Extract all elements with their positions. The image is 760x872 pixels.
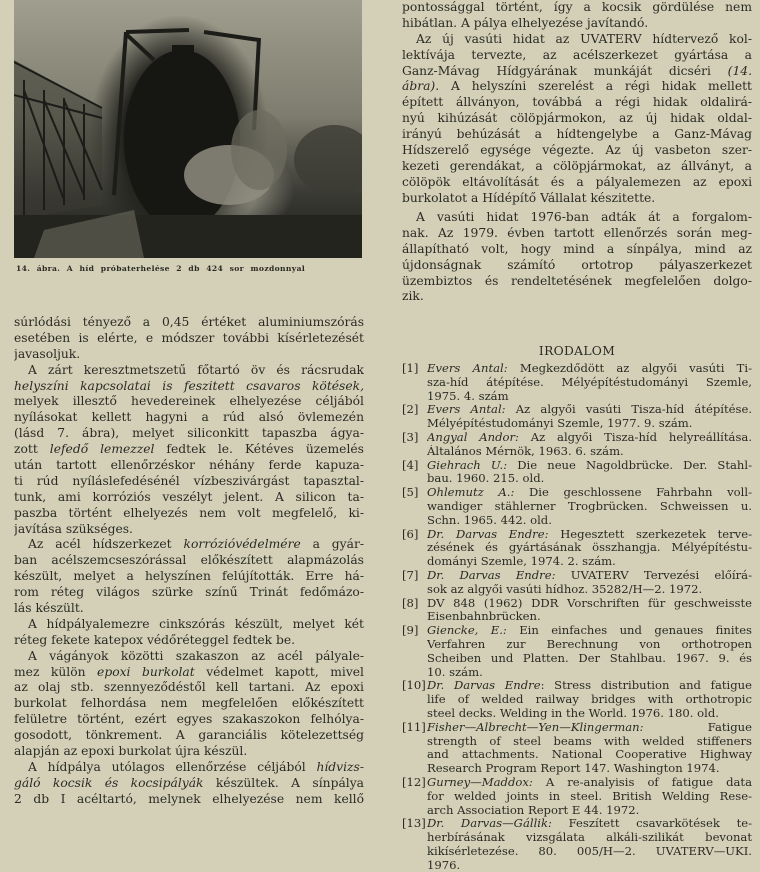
text-run: védelmet kapott, mivel [194,664,364,679]
reference-text: Die geschlossene Fahrbahn voll- [528,486,752,500]
text-line: javasoljuk. [14,346,81,361]
reference-line [427,403,752,417]
reference-item [402,597,752,625]
reference-line [427,845,752,859]
text-line: kezeti gerendákat, a cölöpjármokat, az állványt, a [402,158,752,173]
reference-item [402,528,752,569]
reference-line [427,707,752,721]
italic-phrase: lefedő lemezzel [49,442,155,457]
reference-line [427,514,752,528]
text-line: lektívája tervezte, az acélszerkezet gyártása a [402,47,752,62]
reference-line [427,804,752,818]
italic-phrase: epoxi burkolat [97,664,195,679]
text-line: A vágányok közötti szakaszon az acél pályale- [28,648,364,663]
text-line: üzembiztos és rendeltetésének megfelelően dolgo- [402,273,752,288]
reference-text: Fatigue [707,720,752,734]
text-run: Az acél hídszerkezet [28,537,184,552]
reference-line [427,486,752,500]
text-run: . A helyszíni szerelést a régi hidak mellett [435,79,752,94]
reference-line [427,666,752,680]
text-line: Az új vasúti hidat az UVATERV hídtervező kol- [416,31,752,46]
reference-line [427,417,752,431]
reference-line [427,541,752,555]
reference-text: Scheiben und Platten. Der Stahlbau. 1967. 9. és [427,651,752,665]
reference-line [427,762,752,776]
text-line: lás készült. [14,601,84,616]
text-line: hibátlan. A pálya elhelyezése javítandó. [402,15,649,30]
reference-author: Dr. Darvas Endre [427,679,541,693]
reference-line [427,831,752,845]
text-run: zott [14,442,50,457]
reference-line [427,859,752,872]
text-line: után tartott ellenőrzéskor néhány ferde kapuza- [14,458,364,473]
reference-author: Dr. Darvas Endre: [427,568,556,582]
reference-number: [13] [402,816,426,831]
right-column-body-conclusion [402,210,752,305]
reference-number: [8] [402,595,419,610]
reference-text: Az algyői vasúti Tisza-híd átépítése. [515,403,752,417]
reference-author: Giehrach U.: [427,458,508,472]
reference-item [402,486,752,527]
reference-number: [4] [402,457,419,472]
reference-item [402,679,752,720]
text-line: újdonságnak számító ortotrop pályaszerkezet [402,257,752,272]
references-list [402,362,752,872]
reference-number: [2] [402,402,419,417]
reference-line [427,597,752,611]
reference-item [402,459,752,487]
reference-text: dományi Szemle, 1974. 2. szám. [427,555,616,569]
reference-author: Evers Antal: [427,362,508,375]
reference-item [402,624,752,679]
reference-number: [10] [402,678,426,693]
text-line [14,760,364,776]
text-line [14,665,364,681]
reference-item [402,403,752,431]
reference-line [427,362,752,376]
text-line [14,776,364,792]
reference-text: Ein einfaches und genaues finites [519,624,752,638]
reference-text: Mélyépítéstudományi Szemle, 1977. 9. szám. [427,417,693,431]
reference-text: A re-analyisis of fatigue data [545,775,752,789]
reference-line [427,500,752,514]
reference-author: Evers Antal: [427,403,506,417]
text-line: melyek illesztő hevedereinek elhelyezése céljából [14,394,364,409]
text-line: állapítható volt, hogy mind a sínpálya, mind az [402,241,752,256]
text-line: felületre történt, ezért egyes szakaszokon felhólya- [14,712,364,727]
reference-author: Dr. Darvas Endre: [427,527,549,541]
reference-line [427,790,752,804]
text-line: készült, melyet a helyszínen felújították. Erre há- [14,569,364,584]
reference-line [427,376,752,390]
reference-line [427,693,752,707]
text-run: mez külön [14,664,98,679]
text-line: paszba történt elhelyezés nem volt megfelelő, ki- [14,505,364,520]
reference-text: wandiger stählerner Trogbrücken. Schweissen u. [427,499,752,513]
right-column-body-top [402,0,752,207]
reference-text: Eisenbahnbrücken. [427,610,541,624]
text-run: készültek. A sínpálya [203,775,364,790]
text-line: ti rúd nyíláslefedésénél vízbeszivárgást tapasztal- [14,473,364,488]
reference-line [427,638,752,652]
italic-phrase: gáló kocsik és kocsipályák [14,775,204,790]
reference-text: : Stress distribution and fatigue [540,679,752,693]
text-line: súrlódási tényező a 0,45 értéket aluminiumszórás [14,315,364,329]
text-line: nyú kihúzását cölöpjármokon, az új hidak oldal- [402,111,752,126]
text-line: burkolatot a Hídépítő Vállalat készitette. [402,190,656,205]
reference-number: [9] [402,623,419,638]
reference-item [402,431,752,459]
reference-number: [12] [402,774,426,789]
reference-line [427,624,752,638]
reference-number: [6] [402,526,419,541]
reference-line [427,390,752,404]
text-line: nak. Az 1979. évben tartott ellenőrzés során meg- [402,225,752,240]
text-line: alapján az epoxi burkolat újra készül. [14,744,248,759]
reference-author: Dr. Darvas—Gállik: [427,817,552,831]
reference-text: Megkezdődött az algyői vasúti Ti- [519,362,752,375]
text-run: a gyár- [300,537,364,552]
reference-line [427,679,752,693]
text-line: irányú behúzását a hídtengelybe a Ganz-Mávag [402,127,752,142]
reference-text: 10. szám. [427,665,483,679]
left-column-body [14,315,364,808]
text-line: Hídszerelő egysége végezte. Az új vasbeton szer- [402,143,752,158]
text-line: 2 db I acéltartó, melynek elhelyezése nem kellő [14,791,364,806]
reference-text: Hegesztett szerkezetek terve- [560,527,752,541]
text-line: zik. [402,289,424,304]
reference-number: [11] [402,719,426,734]
trees [294,125,362,195]
text-line [14,537,364,553]
reference-line [427,776,752,790]
reference-line [427,652,752,666]
reference-number: [7] [402,567,419,582]
text-line [402,64,752,80]
reference-author: Fisher—Albrecht—Yen—Klingerman: [427,720,644,734]
text-line: cölöpök eltávolítását és a pályalemezen az epoxi [402,174,752,189]
reference-line [427,817,752,831]
references-heading: IRODALOM [538,344,616,358]
text-line: épített állványon, továbbá a régi hidak oldalirá- [402,95,752,110]
text-line: tunk, ami korróziós veszélyt jelent. A silicon ta- [14,489,364,504]
reference-text: steel decks. Welding in the World. 1976. 180. old. [427,706,719,720]
reference-item [402,569,752,597]
text-line: ban acélszemcseszórással előkészített alapmázolás [14,553,364,568]
reference-text: kikísérletezése. 80. 005/H—2. UVATERV—UKI. [427,844,752,858]
reference-item [402,776,752,817]
reference-text: and attachments. National Cooperative Highway [427,748,752,762]
text-line: nyílásokat kellett hagyni a rúd alsó övlemezén [14,410,364,425]
reference-line [427,555,752,569]
text-run: Ganz-Mávag Hídgyárának munkáját dicséri [402,63,728,78]
italic-phrase: (14. [727,63,752,78]
italic-phrase: korrózióvédelmére [183,537,301,552]
text-line: réteg fekete katepox védőréteggel fedtek be. [14,632,296,647]
reference-text: life of welded railway bridges with orthotropic [427,693,752,707]
reference-line [427,528,752,542]
text-line: gosodott, tönkrement. A garanciális kötelezettség [14,728,364,743]
reference-text: sok az algyői vasúti hídhoz. 35282/H—2. 1972. [427,582,703,596]
reference-text: herbírásának vizsgálata alkáli-szilikát bevonat [427,831,752,845]
reference-line [427,459,752,473]
reference-line [427,748,752,762]
reference-line [427,721,752,735]
text-line: esetében is elérte, e módszer további kísérletezését [14,330,364,345]
reference-author: Angyal Andor: [427,430,519,444]
text-run: fedtek le. Kétéves üzemelés [154,442,364,457]
reference-text: zésének és gyártásának összhangja. Mélyépítéstu- [427,541,752,555]
reference-number: [5] [402,485,419,500]
reference-text: bau. 1960. 215. old. [427,472,545,486]
reference-text: UVATERV Tervezési előírá- [570,568,752,582]
text-line: A hídpályalemezre cinkszórás készült, melyet két [28,616,364,631]
bridge-load-test-photo [14,0,362,258]
text-line: az olaj stb. szennyeződéstől kell tartani. Az epoxi [14,680,364,695]
text-line [402,79,752,95]
reference-text: 1976. [427,858,461,872]
reference-text: Az algyői Tisza-híd helyreállítása. [530,430,752,444]
text-line: (lásd 7. ábra), melyet siliconkitt tapaszba ágya- [14,426,364,441]
figure-caption: 14. ábra. A híd próbaterhelése 2 db 424 sor mozdonnyal [16,264,306,273]
reference-item [402,362,752,403]
reference-line [427,431,752,445]
text-line: javítása szükséges. [14,521,133,536]
reference-item [402,721,752,776]
reference-text: Research Program Report 147. Washington 1974. [427,762,720,776]
reference-text: Die neue Nagoldbrücke. Der. Stahl- [517,458,752,472]
reference-text: sza-híd átépítése. Mélyépítéstudományi Szemle, [427,375,752,389]
reference-author: Ohlemutz A.: [427,486,515,500]
reference-line [427,735,752,749]
reference-line [427,472,752,486]
reference-author: Giencke, E.: [427,624,507,638]
text-line: rom réteg világos szürke színű Trinát fedőmázo- [14,585,364,600]
reference-text: 1975. 4. szám [427,389,509,403]
italic-phrase: hídvizs- [316,759,364,774]
reference-line [427,569,752,583]
reference-number: [1] [402,361,419,375]
text-line: A vasúti hidat 1976-ban adták át a forgalom- [416,210,752,224]
text-run: A hídpálya utólagos ellenőrzése céljából [28,759,317,774]
reference-line [427,583,752,597]
photo-illustration [14,0,362,258]
reference-item [402,817,752,872]
text-line: helyszíni kapcsolatai is feszitett csavaros kötések, [14,378,364,393]
text-line: A zárt keresztmetszetű főtartó öv és rácsrudak [28,362,364,377]
reference-line [427,445,752,459]
reference-text: strength of steel beams with welded stiffeners [427,734,752,748]
reference-text: arch Association Report E 44. 1972. [427,803,640,817]
text-line: burkolat felhordása nem megfelelően előkészített [14,696,364,711]
reference-text: for welded joints in steel. British Welding Rese- [427,789,752,803]
text-line [14,442,364,458]
reference-author: Gurney—Maddox: [427,775,533,789]
reference-text: Általános Mérnök, 1963. 6. szám. [427,444,624,458]
reference-text: DV 848 (1962) DDR Vorschriften für geschweisste [427,596,752,610]
reference-text: Feszített csavarkötések te- [568,817,752,831]
italic-phrase: ábra) [402,79,436,94]
reference-line [427,610,752,624]
reference-text: Schn. 1965. 442. old. [427,513,552,527]
text-line: pontossággal történt, így a kocsik gördülése nem [402,0,752,14]
reference-number: [3] [402,429,419,444]
reference-text: Verfahren zur Berechnung von orthotropen [427,637,752,651]
